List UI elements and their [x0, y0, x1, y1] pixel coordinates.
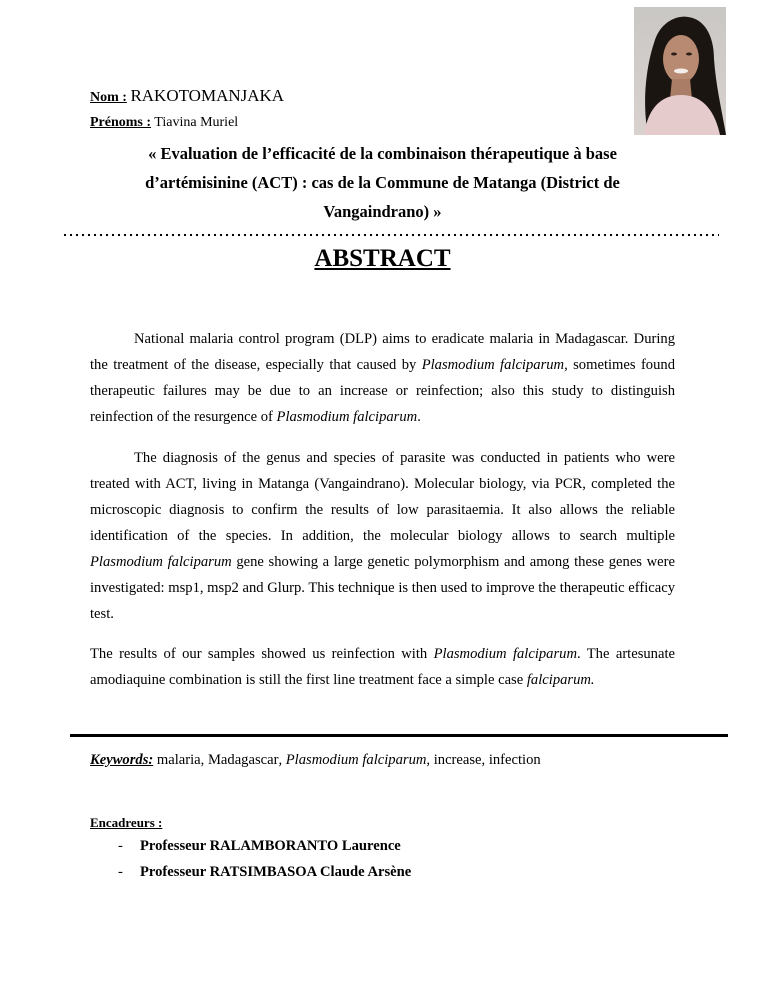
paragraph-text: .	[417, 409, 421, 425]
thesis-title-line-2: d’artémisinine (ACT) : cas de la Commune de Matanga (District de	[145, 173, 620, 192]
author-portrait-graphic	[634, 7, 726, 135]
species-name: Plasmodium falciparum,	[421, 357, 568, 373]
dotted-divider	[62, 233, 719, 237]
paragraph-text: The results of our samples showed us reinfection with	[90, 646, 434, 662]
keywords-text: malaria, Madagascar	[153, 752, 279, 768]
paragraph-text: The diagnosis of the genus and species of parasite was conducted in patients who were treated with ACT, living in Matanga (Vangaindrano). Molecular biology, via PCR, completed the microscopic diagnosis to confirm the results of low parasitaemia. It also allows the reliable identification of the species. In addition, the molecular biology allows to search multiple	[90, 450, 675, 544]
author-photo	[634, 7, 726, 135]
name-value: RAKOTOMANJAKA	[130, 86, 285, 105]
portrait-eye-left	[671, 53, 677, 56]
paragraph-text: National malaria control program (DLP) aims to eradicate malaria in Madagascar. During the treatment of the disease, especially that caused by	[90, 331, 675, 373]
supervisor-item	[118, 864, 411, 881]
name-label: Nom :	[90, 90, 127, 105]
supervisor-name: Professeur RALAMBORANTO Laurence	[140, 838, 401, 854]
paragraph-text: gene showing a large genetic polymorphism and among these genes were investigated: msp1, msp2 and Glurp. This technique is then used to improve the therapeutic efficacy test.	[90, 554, 675, 622]
keywords-text: , increase, infection	[426, 752, 541, 768]
portrait-mouth	[674, 69, 688, 74]
first-names-field	[90, 115, 238, 131]
thesis-title-line-3: Vangaindrano) »	[323, 202, 442, 221]
keywords-label: Keywords:	[90, 752, 154, 768]
first-names-label: Prénoms :	[90, 115, 152, 130]
list-bullet: -	[118, 864, 123, 880]
species-name: Plasmodium falciparum	[90, 554, 232, 570]
abstract-paragraph-2	[90, 445, 675, 627]
paragraph-text: . The artesunate amodiaquine combination is still the first line treatment face a simple case	[90, 646, 675, 688]
name-field	[90, 86, 284, 106]
section-rule	[70, 734, 728, 737]
species-name: Plasmodium falciparum	[433, 646, 577, 662]
first-names-value: Tiavina Muriel	[154, 115, 239, 130]
list-bullet: -	[118, 838, 123, 854]
abstract-paragraph-1	[90, 326, 675, 430]
species-name: Plasmodium falciparum	[276, 409, 418, 425]
portrait-eye-right	[686, 53, 692, 56]
supervisor-item	[118, 838, 401, 855]
thesis-title-line-1: « Evaluation de l’efficacité de la combinaison thérapeutique à base	[148, 144, 617, 163]
portrait-face	[663, 35, 699, 83]
species-name: falciparum.	[526, 672, 595, 688]
keywords-species: , Plasmodium falciparum	[278, 752, 427, 768]
thesis-title	[110, 139, 655, 226]
abstract-heading: ABSTRACT	[314, 245, 451, 272]
supervisor-name: Professeur RATSIMBASOA Claude Arsène	[140, 864, 412, 880]
paragraph-text: sometimes found therapeutic failures may be due to an increase or reinfection; also this study to distinguish reinfection of the resurgence of	[90, 357, 675, 425]
keywords-line	[90, 752, 541, 769]
supervisors-label: Encadreurs :	[90, 815, 163, 830]
abstract-paragraph-3	[90, 641, 675, 693]
